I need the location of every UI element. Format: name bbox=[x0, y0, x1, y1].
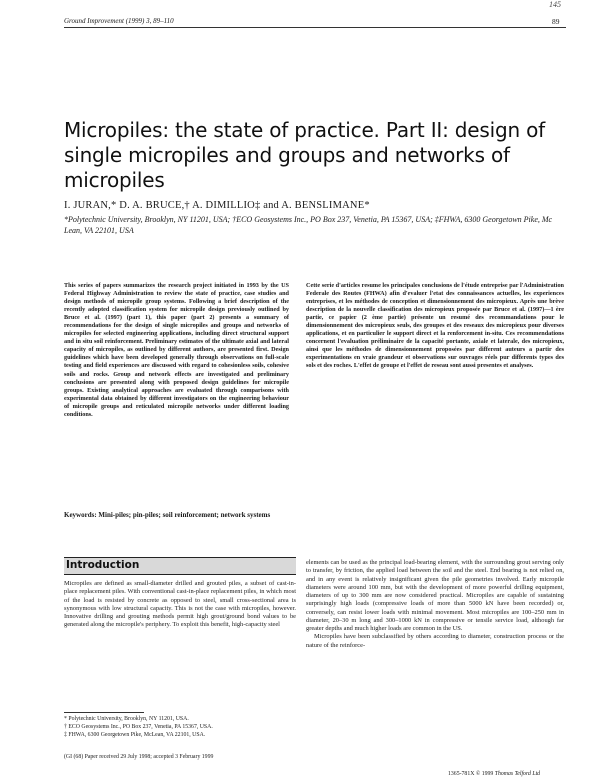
introduction-paragraph: Micropiles have been subclassified by others according to diameter, construction process or the nature of the reinforce- bbox=[306, 633, 564, 649]
abstract-english: This series of papers summarizes the research project initiated in 1993 by the US Federal Highway Administration to review the state of practice, case studies and design methods of micropile group systems. Following a brief description of the recently adopted classification system for micropile design previously outlined by Bruce et al. (1997) (part 1), this paper (part 2) presents a summary of recommendations for the design of single micropiles and groups and networks of micropiles for selected engineering applications, including direct structural support and in situ soil reinforcement. Preliminary estimates of the ultimate axial and lateral capacity of micropiles, as outlined by different authors, are presented first. Design guidelines which have been developed generally through observations on full-scale testing and field experiences are discussed with regard to cohesionless soils, cohesive soils and rocks. Group and network effects are investigated and preliminary conclusions are presented along with proposed design guidelines for micropile groups. Existing analytical approaches are evaluated through comparisons with experimental data obtained by different investigators on the engineering behaviour of micropile groups and reticulated micropile networks under different loading conditions. bbox=[64, 282, 289, 418]
handwritten-mark: 145 bbox=[549, 0, 561, 9]
author-list: I. JURAN,* D. A. BRUCE,† A. DIMILLIO‡ and A. BENSLIMANE* bbox=[64, 200, 370, 211]
introduction-left-column bbox=[64, 580, 296, 630]
footnote: ‡ FHWA, 6300 Georgetown Pike, McLean, VA 22101, USA. bbox=[64, 731, 206, 738]
page-number: 89 bbox=[552, 17, 560, 26]
footnote: * Polytechnic University, Brooklyn, NY 11201, USA. bbox=[64, 716, 189, 722]
article-title: Micropiles: the state of practice. Part II: design of single micropiles and groups and networks of micropiles bbox=[64, 118, 545, 192]
publisher-name: Thomas Telford Ltd bbox=[494, 771, 541, 777]
issn-code: 1365-781X © 1999 bbox=[448, 771, 494, 777]
introduction-paragraph: elements can be used as the principal load-bearing element, with the surrounding grout serving only to transfer, by friction, the applied load between the soil and the steel. End bearing is not relied on, and in any event is relatively insignificant given the pile geometries involved. Early micropile diameters were around 100 mm, but with the development of more powerful drilling equipment, diameters of up to 300 mm are now considered practical. Micropiles are capable of sustaining surprisingly high loads (compressive loads of more than 5000 kN have been recorded) or, conversely, can resist lower loads with minimal movement. Most micropiles are 100–250 mm in diameter, 20–30 m long and 300–1000 kN in compressive or tensile service load, although far greater depths and much higher loads are common in the US. bbox=[306, 559, 564, 632]
keywords: Keywords: Mini-piles; pin-piles; soil reinforcement; network systems bbox=[64, 511, 271, 519]
abstract-french: Cette serie d'articles resume les principales conclusions de l'étude entreprise par l'Administration Federale des Routes (FHWA) afin d'evaluer l'etat des connaissances actuelles, les experiences entreprises, et les méthodes de conception et dimensionnement des micropieux. Après une brève description de la nouvelle classification des micropieux proposée par Bruce et al. (1997)—1 ère partie, ce papier (2 ème partie) présente un resumé des recommandations pour le dimensionnement des micropieux seuls, des groupes et des reseaux des micropieux pour diverses applications, et en particulier le support direct et la renforcement in-situ. Ces recommendations concernent l'evaluation préliminaire de la capacité portante, axiale et laterale, des micropieux, ainsi que les méthodes de dimensionnement proposées par different auteurs a partir des experimentations en vraie grandeur et observations sur ouvrages réels pur differents types des sols et des roches. L'effet de groupe et l'effet de reseau sont aussi presentes et analyses. bbox=[306, 282, 564, 370]
footnotes bbox=[64, 716, 296, 739]
journal-citation: Ground Improvement (1999) 3, 89–110 bbox=[64, 17, 174, 25]
footnote-divider bbox=[64, 712, 144, 713]
author-affiliations: *Polytechnic University, Brooklyn, NY 11201, USA; †ECO Geosystems Inc., PO Box 237, Venetia, PA 15367, USA; ‡FHWA, 6300 Georgetown Pike, Mc Lean, VA 22101, USA bbox=[64, 215, 553, 235]
received-date: (GI (68) Paper received 29 July 1998; accepted 3 February 1999 bbox=[64, 754, 214, 760]
footnote: † ECO Geosystems Inc., PO Box 237, Venetia, PA 15367, USA. bbox=[64, 723, 213, 730]
introduction-paragraph: Micropiles are defined as small-diameter drilled and grouted piles, a subset of cast-in-place replacement piles. With conventional cast-in-place replacement piles, in which most of the load is resisted by concrete as opposed to steel, small cross-sectional area is synonymous with low structural capacity. This is not the case with micropiles, however. Innovative drilling and grouting methods permit high grout/ground bond values to be generated along the micropile's periphery. To exploit this benefit, high-capacity steel bbox=[64, 580, 296, 629]
section-heading-introduction: Introduction bbox=[66, 559, 140, 571]
header-divider bbox=[64, 27, 566, 28]
introduction-right-column bbox=[306, 559, 564, 650]
issn-line bbox=[448, 771, 540, 777]
